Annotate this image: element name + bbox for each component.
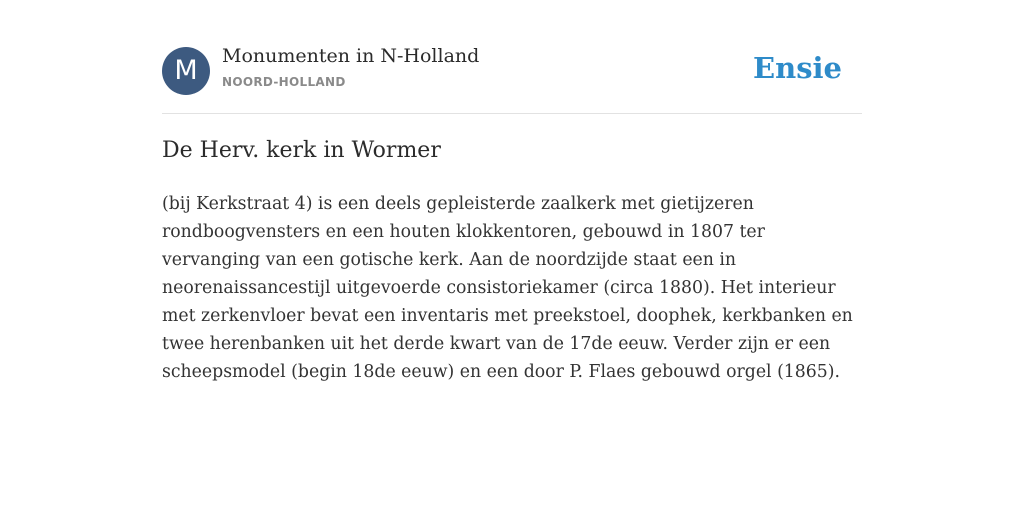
brand-logo[interactable]: Ensie bbox=[753, 51, 842, 85]
source-avatar[interactable]: M bbox=[162, 47, 210, 95]
card-header bbox=[162, 0, 862, 114]
source-subtitle: NOORD-HOLLAND bbox=[222, 75, 346, 89]
entry-card bbox=[162, 0, 862, 382]
entry-body: (bij Kerkstraat 4) is een deels gepleisterde zaalkerk met gietijzeren rondboogvensters en een houten klokkentoren, gebouwd in 1807 ter vervanging van een gotische kerk. Aan de noordzijde staat een in neorenaissancestijl uitgevoerde consistoriekamer (circa 1880). Het interieur met zerkenvloer bevat een inventaris met preekstoel, doophek, kerkbanken en twee herenbanken uit het derde kwart van de 17de eeuw. Verder zijn er een scheepsmodel (begin 18de eeuw) en een door P. Flaes gebouwd orgel (1865). bbox=[162, 194, 853, 382]
entry-title: De Herv. kerk in Wormer bbox=[162, 138, 441, 163]
source-title[interactable]: Monumenten in N-Holland bbox=[222, 45, 480, 67]
